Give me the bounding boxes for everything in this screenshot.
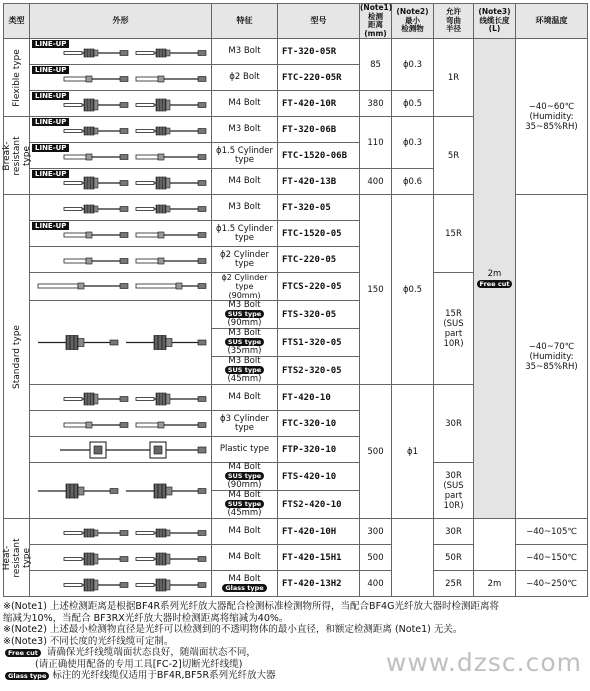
- model-text: FTC-220-05R: [282, 72, 342, 83]
- appearance-cell: [30, 545, 212, 571]
- appearance-cell: [30, 169, 212, 195]
- appearance-cell: [30, 117, 212, 143]
- feature-text: M4 Bolt: [228, 98, 261, 108]
- appearance-cell: [30, 411, 212, 437]
- model-text: FTCS-220-05: [282, 281, 342, 292]
- feature-subtext: (35mm): [227, 346, 262, 356]
- feature-text: M3 Bolt: [228, 300, 261, 310]
- feature-text: ϕ1.5 Cylinder type: [215, 145, 274, 165]
- feature-text: M3 Bolt: [228, 202, 261, 212]
- feature-cell: [212, 301, 278, 329]
- bend-radius-cell: 30R (SUS part 10R): [434, 463, 474, 519]
- cable-length-text: 2m: [487, 268, 502, 279]
- distance-cell: 500: [360, 385, 392, 519]
- distance-cell: 300: [360, 519, 392, 545]
- note-3: ※(Note3) 不同长度的光纤线缆可定制。: [3, 635, 174, 647]
- lineup-badge: LINE-UP: [32, 118, 69, 126]
- feature-text: M3 Bolt: [228, 356, 261, 366]
- header-type: 类型: [4, 4, 30, 39]
- model-text: FT-420-10: [282, 392, 331, 403]
- glass-badge: Glass type: [222, 584, 266, 592]
- feature-cell: [212, 169, 278, 195]
- fiber-illustration: [30, 274, 212, 299]
- appearance-cell: [30, 91, 212, 117]
- feature-cell: [212, 195, 278, 221]
- watermark: www.dzsc.com: [385, 648, 582, 677]
- model-cell: [278, 195, 360, 221]
- fiber-illustration: [30, 437, 212, 462]
- header-cable-length: (Note3) 线缆长度 (L): [474, 4, 516, 39]
- note-3d-text: 标注的光纤线缆仅适用于BF4R,BF5R系列光纤放大器: [52, 670, 276, 681]
- min-object-cell: ϕ1: [392, 385, 434, 519]
- model-text: FTP-320-10: [282, 444, 337, 455]
- appearance-cell: [30, 39, 212, 65]
- feature-text: M4 Bolt: [228, 573, 261, 584]
- temperature-cell: −40~150℃: [516, 545, 588, 571]
- model-text: FT-420-13H2: [282, 578, 342, 589]
- model-cell: [278, 437, 360, 463]
- feature-cell: [212, 143, 278, 169]
- category-label: Heat- resistant type: [1, 537, 32, 578]
- appearance-cell: [30, 143, 212, 169]
- lineup-badge: LINE-UP: [32, 40, 69, 48]
- lineup-badge: LINE-UP: [32, 66, 69, 74]
- fiber-illustration: [30, 571, 212, 596]
- model-cell: [278, 301, 360, 329]
- temperature-cell: −40~105℃: [516, 519, 588, 545]
- feature-text: Plastic type: [219, 444, 270, 454]
- header-temperature: 环境温度: [516, 4, 588, 39]
- model-cell: [278, 39, 360, 65]
- model-cell: [278, 247, 360, 273]
- model-text: FTS2-420-10: [282, 499, 342, 510]
- category-label: Flexible type: [11, 48, 22, 107]
- category-heat: [1, 519, 32, 597]
- feature-text: M4 Bolt: [228, 392, 261, 402]
- model-text: FTC-320-10: [282, 418, 337, 429]
- header-min-object: (Note2) 最小 检测物: [392, 4, 434, 39]
- min-object-cell: ϕ0.6: [392, 169, 434, 195]
- model-text: FT-420-10R: [282, 98, 337, 109]
- feature-cell: [212, 329, 278, 357]
- min-object-cell: ϕ0.3: [392, 117, 434, 169]
- fiber-illustration: [30, 411, 212, 436]
- min-object-cell: ϕ0.5: [392, 195, 434, 385]
- model-text: FT-420-10H: [282, 526, 337, 537]
- note-1: ※(Note1) 上述检测距离是根据BF4R系列光纤放大器配合检测标准检测物所得，当配合BF4G光纤放大器时检测距离将: [3, 601, 499, 612]
- distance-cell: 380: [360, 91, 392, 117]
- header-bend-radius: 允许 弯曲 半径: [434, 4, 474, 39]
- cable-length-cell: [474, 519, 516, 571]
- sus-badge: SUS type: [225, 338, 264, 346]
- min-object-cell: ϕ0.3: [392, 39, 434, 91]
- model-text: FT-320-05R: [282, 46, 337, 57]
- lineup-badge: LINE-UP: [32, 92, 69, 100]
- feature-cell: [212, 437, 278, 463]
- model-text: FT-320-05: [282, 202, 331, 213]
- distance-cell: 400: [360, 169, 392, 195]
- feature-cell: [212, 357, 278, 385]
- model-cell: [278, 411, 360, 437]
- category-label: Break- resistant type: [1, 135, 32, 176]
- model-text: FT-420-15H1: [282, 552, 342, 563]
- feature-text: ϕ2 Cylinder type: [220, 249, 269, 269]
- feature-cell: [212, 221, 278, 247]
- model-text: FTC-220-05: [282, 254, 337, 265]
- appearance-cell: [30, 571, 212, 597]
- model-text: FTC-1520-06B: [282, 150, 348, 161]
- fiber-illustration: [30, 466, 212, 516]
- feature-cell: [212, 463, 278, 491]
- model-cell: [278, 571, 360, 597]
- feature-cell: [212, 273, 278, 301]
- model-cell: [278, 519, 360, 545]
- free-cut-badge: Free cut: [5, 649, 41, 657]
- distance-cell: 400: [360, 571, 392, 597]
- model-cell: [278, 357, 360, 385]
- lineup-badge: LINE-UP: [32, 170, 69, 178]
- feature-cell: [212, 65, 278, 91]
- model-text: FTS-420-10: [282, 471, 337, 482]
- cable-length-cell: 2m: [474, 571, 516, 597]
- model-text: FT-420-13B: [282, 176, 337, 187]
- model-cell: [278, 65, 360, 91]
- feature-text: M4 Bolt: [228, 552, 261, 562]
- appearance-cell: [30, 221, 212, 247]
- lineup-badge: LINE-UP: [32, 222, 69, 230]
- header-model: 型号: [278, 4, 360, 39]
- model-cell: [278, 545, 360, 571]
- feature-cell: [212, 491, 278, 519]
- appearance-cell: [30, 195, 212, 221]
- feature-text: M4 Bolt: [228, 462, 261, 472]
- min-object-cell: ϕ0.5: [392, 91, 434, 117]
- distance-cell: 150: [360, 195, 392, 385]
- appearance-cell: [30, 463, 212, 519]
- feature-cell: [212, 117, 278, 143]
- spec-table: [3, 3, 588, 597]
- sus-badge: SUS type: [225, 500, 264, 508]
- category-label: Standard type: [11, 324, 22, 389]
- feature-text: M3 Bolt: [228, 124, 261, 134]
- model-cell: [278, 143, 360, 169]
- appearance-cell: [30, 385, 212, 411]
- feature-cell: [212, 39, 278, 65]
- model-text: FTS2-320-05: [282, 365, 342, 376]
- sus-badge: SUS type: [225, 366, 264, 374]
- appearance-cell: [30, 519, 212, 545]
- feature-text: M3 Bolt: [228, 46, 261, 56]
- distance-cell: 500: [360, 545, 392, 571]
- header-distance: (Note1) 检测 距离 (mm): [360, 3, 393, 38]
- lineup-badge: LINE-UP: [32, 144, 69, 152]
- model-text: FTS1-320-05: [282, 337, 342, 348]
- bend-radius-cell: 25R: [434, 571, 474, 597]
- feature-text: M3 Bolt: [228, 328, 261, 338]
- temperature-cell: −40~250℃: [516, 571, 588, 597]
- fiber-illustration: [30, 545, 212, 570]
- model-cell: [278, 273, 360, 301]
- category-break: [1, 117, 32, 195]
- feature-subtext: (45mm): [227, 508, 262, 518]
- feature-subtext: (90mm): [227, 480, 262, 490]
- bend-radius-cell: 30R: [434, 519, 474, 545]
- bend-radius-cell: 15R: [434, 195, 474, 273]
- glass-badge: Glass type: [5, 672, 49, 680]
- bend-radius-cell: 5R: [434, 117, 474, 195]
- feature-cell: [212, 411, 278, 437]
- model-text: FT-320-06B: [282, 124, 337, 135]
- min-object-cell: [392, 519, 434, 597]
- fiber-illustration: [30, 195, 212, 220]
- feature-text: M4 Bolt: [228, 526, 261, 536]
- model-cell: [278, 491, 360, 519]
- temperature-cell: −40~60℃ (Humidity: 35~85%RH): [516, 39, 588, 195]
- bend-radius-cell: 50R: [434, 545, 474, 571]
- appearance-cell: [30, 273, 212, 301]
- model-cell: [278, 221, 360, 247]
- header-appearance: 外形: [30, 4, 212, 39]
- model-text: FTC-1520-05: [282, 228, 342, 239]
- feature-text: M4 Bolt: [228, 490, 261, 500]
- feature-cell: [212, 385, 278, 411]
- model-cell: [278, 91, 360, 117]
- cable-length-cell: [474, 39, 516, 519]
- header-feature: 特征: [212, 4, 278, 39]
- note-2: ※(Note2) 上述最小检测物直径是光纤可以检测到的不透明物体的最小直径，和额定检测距离 (Note1) 无关。: [3, 624, 463, 635]
- model-cell: [278, 169, 360, 195]
- feature-cell: [212, 91, 278, 117]
- fiber-illustration: [30, 519, 212, 544]
- model-cell: [278, 329, 360, 357]
- fiber-illustration: [30, 305, 212, 380]
- distance-cell: 85: [360, 39, 392, 91]
- appearance-cell: [30, 65, 212, 91]
- note-3c: (请正确使用配备的专用工具[FC-2]切断光纤线缆): [35, 658, 243, 670]
- model-cell: [278, 117, 360, 143]
- appearance-cell: [30, 247, 212, 273]
- feature-subtext: (45mm): [227, 374, 262, 384]
- feature-subtext: (90mm): [227, 318, 262, 328]
- category-standard: [4, 195, 30, 519]
- distance-cell: 110: [360, 117, 392, 169]
- fiber-illustration: [30, 385, 212, 410]
- model-cell: [278, 463, 360, 491]
- sus-badge: SUS type: [225, 472, 264, 480]
- feature-text: M4 Bolt: [228, 176, 261, 186]
- appearance-cell: [30, 437, 212, 463]
- feature-cell: [212, 519, 278, 545]
- model-cell: [278, 385, 360, 411]
- feature-cell: [212, 247, 278, 273]
- feature-cell: [212, 571, 278, 597]
- note-3b-text: 请确保光纤线缆端面状态良好，随端面状态不同，: [46, 647, 256, 658]
- bend-radius-cell: 1R: [434, 39, 474, 117]
- fiber-illustration: [30, 247, 212, 272]
- bend-radius-cell: 30R: [434, 385, 474, 463]
- bend-radius-cell: 15R (SUS part 10R): [434, 273, 474, 385]
- feature-text: ϕ2 Cylinder type (90mm): [221, 273, 268, 300]
- free-cut-badge: Free cut: [477, 280, 513, 288]
- feature-text: ϕ1.5 Cylinder type: [215, 223, 274, 243]
- feature-cell: [212, 545, 278, 571]
- feature-text: ϕ3 Cylinder type: [220, 413, 269, 433]
- category-flexible: [4, 39, 30, 117]
- sus-badge: SUS type: [225, 310, 264, 318]
- model-text: FTS-320-05: [282, 309, 337, 320]
- note-1b: 缩减为10%，当配合 BF3RX光纤放大器时检测距离将缩减为40%。: [3, 612, 289, 624]
- temperature-cell: −40~70℃ (Humidity: 35~85%RH): [516, 195, 588, 519]
- appearance-cell: [30, 301, 212, 385]
- feature-text: ϕ2 Bolt: [229, 72, 260, 82]
